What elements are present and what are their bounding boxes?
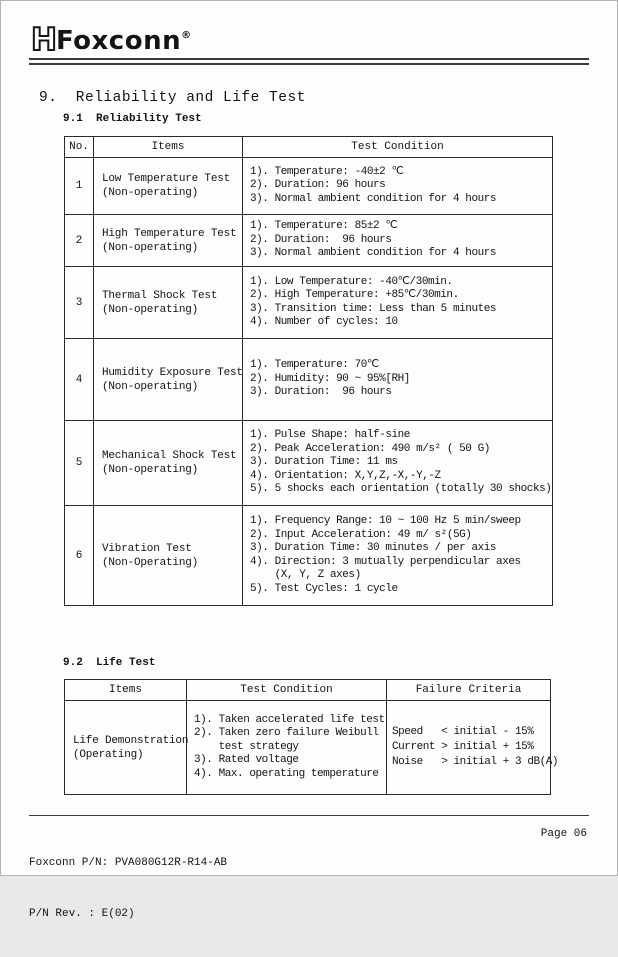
condition-line: 3). Transition time: Less than 5 minutes bbox=[250, 302, 497, 315]
condition-line: 3). Duration Time: 30 minutes / per axis bbox=[250, 542, 497, 554]
item-name: Vibration Test bbox=[102, 542, 192, 555]
footer-part-info bbox=[29, 821, 227, 957]
condition-line: 2). Humidity: 90 ~ 95%[RH] bbox=[250, 372, 410, 385]
condition-cell bbox=[243, 506, 552, 605]
condition-line: 1). Temperature: -40±2 ℃ bbox=[250, 165, 404, 178]
foxconn-h-icon: H bbox=[31, 22, 56, 58]
table-row bbox=[65, 339, 552, 421]
column-header-test-condition: Test Condition bbox=[351, 141, 444, 153]
table-header-row bbox=[65, 137, 552, 158]
row-number: 1 bbox=[65, 158, 94, 214]
condition-line: 5). Test Cycles: 1 cycle bbox=[250, 582, 398, 595]
condition-line: 4). Orientation: X,Y,Z,-X,-Y,-Z bbox=[250, 469, 441, 482]
condition-cell bbox=[243, 421, 552, 505]
item-note: (Non-operating) bbox=[102, 380, 199, 393]
row-number: 4 bbox=[65, 339, 94, 420]
condition-line: test strategy bbox=[194, 740, 299, 753]
table-row bbox=[65, 215, 552, 267]
item-note: (Operating) bbox=[73, 748, 144, 761]
condition-line: 4). Direction: 3 mutually perpendicular axes bbox=[250, 555, 521, 568]
part-number: Foxconn P/N: PVA080G12R-R14-AB bbox=[29, 857, 228, 869]
condition-line: 2). Peak Acceleration: 490 m/s² ( 50 G) bbox=[250, 442, 490, 455]
foxconn-wordmark: Foxconn bbox=[55, 26, 182, 56]
subsection-title-reliability: 9.1 Reliability Test bbox=[63, 113, 202, 125]
condition-cell bbox=[243, 158, 552, 214]
item-note: (Non-operating) bbox=[102, 464, 199, 476]
reliability-test-table bbox=[64, 136, 553, 606]
column-header-failure-criteria: Failure Criteria bbox=[415, 684, 522, 696]
condition-cell bbox=[243, 267, 552, 338]
criteria-line: Noise > initial + 3 dB(A) bbox=[392, 756, 559, 768]
condition-line: 1). Temperature: 70℃ bbox=[250, 359, 379, 372]
item-name: Humidity Exposure Test bbox=[102, 366, 243, 379]
condition-cell bbox=[243, 339, 552, 420]
item-name: Thermal Shock Test bbox=[102, 289, 218, 302]
part-revision: P/N Rev. : E(02) bbox=[29, 908, 135, 920]
item-note: (Non-Operating) bbox=[102, 556, 199, 569]
header-divider bbox=[29, 58, 589, 65]
condition-line: 2). Duration: 96 hours bbox=[250, 233, 392, 246]
criteria-line: Current > initial + 15% bbox=[392, 741, 534, 753]
life-test-table bbox=[64, 679, 559, 795]
condition-line: (X, Y, Z axes) bbox=[250, 569, 361, 581]
condition-line: 1). Temperature: 85±2 ℃ bbox=[250, 220, 398, 233]
condition-line: 2). Input Acceleration: 49 m/ s²(5G) bbox=[250, 528, 472, 541]
condition-cell bbox=[243, 215, 552, 266]
condition-line: 2). Duration: 96 hours bbox=[250, 179, 386, 192]
item-cell bbox=[94, 158, 243, 214]
table-row bbox=[65, 158, 552, 215]
row-number: 5 bbox=[65, 421, 94, 505]
condition-line: 3). Duration Time: 11 ms bbox=[250, 456, 398, 469]
column-header-test-condition: Test Condition bbox=[240, 684, 333, 696]
condition-line: 4). Number of cycles: 10 bbox=[250, 316, 398, 328]
table-row bbox=[65, 421, 552, 506]
table-row bbox=[65, 701, 559, 794]
item-cell bbox=[94, 339, 243, 420]
item-name: Life Demonstration bbox=[73, 734, 189, 747]
column-header-no: No. bbox=[69, 141, 89, 153]
condition-line: 1). Pulse Shape: half-sine bbox=[250, 429, 410, 442]
condition-line: 1). Frequency Range: 10 ~ 100 Hz 5 min/sweep bbox=[250, 515, 521, 527]
condition-line: 4). Max. operating temperature bbox=[194, 767, 379, 780]
item-cell bbox=[65, 701, 187, 794]
item-note: (Non-operating) bbox=[102, 187, 199, 199]
table-header-row bbox=[65, 680, 550, 701]
registered-trademark-icon: ® bbox=[181, 30, 192, 41]
item-cell bbox=[94, 267, 243, 338]
row-number: 6 bbox=[65, 506, 94, 605]
condition-line: 3). Normal ambient condition for 4 hours bbox=[250, 192, 497, 205]
item-name: Mechanical Shock Test bbox=[102, 450, 237, 462]
condition-cell bbox=[187, 701, 387, 794]
row-number: 2 bbox=[65, 215, 94, 266]
table-row bbox=[65, 506, 552, 605]
condition-line: 5). 5 shocks each orientation (totally 30 shocks) bbox=[250, 483, 552, 496]
condition-line: 1). Low Temperature: -40℃/30min. bbox=[250, 275, 453, 288]
column-header-items: Items bbox=[151, 141, 185, 153]
row-number: 3 bbox=[65, 267, 94, 338]
column-header-items: Items bbox=[108, 684, 142, 696]
condition-line: 3). Normal ambient condition for 4 hours bbox=[250, 247, 497, 260]
table-row bbox=[65, 267, 552, 339]
item-note: (Non-operating) bbox=[102, 241, 199, 254]
section-title: 9. Reliability and Life Test bbox=[39, 90, 306, 106]
item-name: Low Temperature Test bbox=[102, 173, 231, 185]
foxconn-logo bbox=[31, 21, 617, 58]
footer-divider bbox=[29, 815, 589, 816]
condition-line: 2). Taken zero failure Weibull bbox=[194, 727, 379, 740]
subsection-title-life-test: 9.2 Life Test bbox=[63, 657, 156, 669]
condition-line: 3). Rated voltage bbox=[194, 754, 299, 767]
failure-criteria-cell bbox=[387, 701, 558, 794]
condition-line: 2). High Temperature: +85℃/30min. bbox=[250, 289, 459, 301]
item-name: High Temperature Test bbox=[102, 227, 237, 240]
item-cell bbox=[94, 421, 243, 505]
item-cell bbox=[94, 506, 243, 605]
page-number: Page 06 bbox=[540, 828, 587, 840]
condition-line: 1). Taken accelerated life test bbox=[194, 713, 385, 726]
condition-line: 3). Duration: 96 hours bbox=[250, 386, 392, 399]
item-cell bbox=[94, 215, 243, 266]
item-note: (Non-operating) bbox=[102, 303, 199, 316]
criteria-line: Speed < initial - 15% bbox=[392, 726, 534, 738]
